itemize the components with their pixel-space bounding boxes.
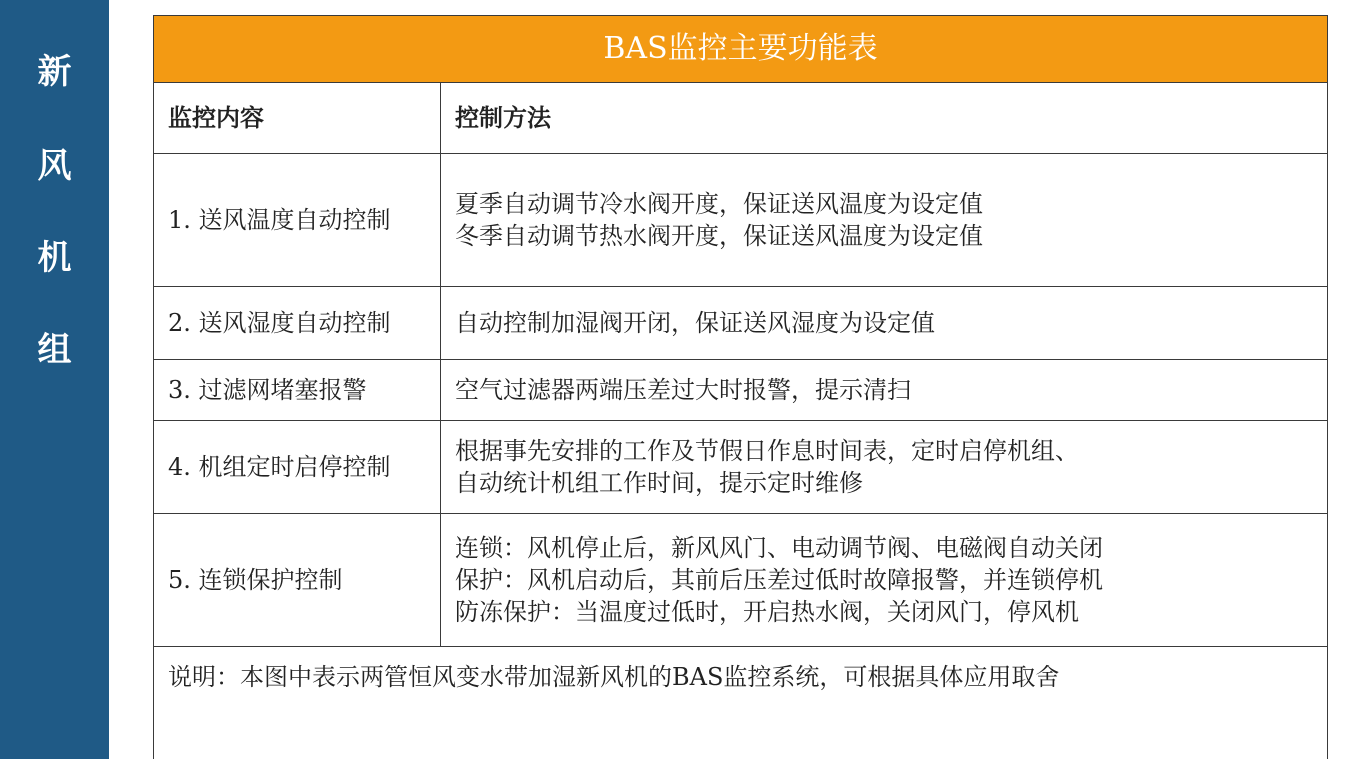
method-line: 冬季自动调节热水阀开度，保证送风温度为设定值 bbox=[455, 222, 983, 250]
method-line: 防冻保护：当温度过低时，开启热水阀，关闭风门，停风机 bbox=[455, 598, 1079, 626]
row-method bbox=[441, 421, 1328, 514]
method-line: 自动控制加湿阀开闭，保证送风湿度为设定值 bbox=[455, 309, 935, 337]
table-row bbox=[154, 514, 1328, 647]
method-line: 连锁：风机停止后，新风风门、电动调节阀、电磁阀自动关闭 bbox=[455, 534, 1103, 562]
table-title-row bbox=[154, 16, 1328, 83]
header-control-method: 控制方法 bbox=[441, 83, 1328, 154]
header-monitor-content: 监控内容 bbox=[154, 83, 441, 154]
row-item: 1. 送风温度自动控制 bbox=[154, 154, 441, 287]
method-line: 自动统计机组工作时间，提示定时维修 bbox=[455, 469, 863, 497]
sidebar bbox=[0, 0, 109, 759]
table-row bbox=[154, 154, 1328, 287]
row-method bbox=[441, 154, 1328, 287]
table-row bbox=[154, 360, 1328, 421]
function-table bbox=[153, 15, 1328, 759]
row-item: 5. 连锁保护控制 bbox=[154, 514, 441, 647]
row-method bbox=[441, 514, 1328, 647]
row-item: 4. 机组定时启停控制 bbox=[154, 421, 441, 514]
function-table-container bbox=[153, 15, 1328, 759]
table-note: 说明：本图中表示两管恒风变水带加湿新风机的BAS监控系统，可根据具体应用取舍 bbox=[154, 647, 1328, 759]
row-method bbox=[441, 287, 1328, 360]
row-method bbox=[441, 360, 1328, 421]
sidebar-title-char: 机 bbox=[37, 238, 72, 278]
table-header-row bbox=[154, 83, 1328, 154]
method-line: 夏季自动调节冷水阀开度，保证送风温度为设定值 bbox=[455, 190, 983, 218]
sidebar-title-char: 风 bbox=[37, 146, 72, 186]
table-row bbox=[154, 421, 1328, 514]
sidebar-title-char: 组 bbox=[37, 330, 72, 370]
table-note-row bbox=[154, 647, 1328, 759]
row-item: 2. 送风湿度自动控制 bbox=[154, 287, 441, 360]
table-title: BAS监控主要功能表 bbox=[154, 16, 1328, 83]
method-line: 根据事先安排的工作及节假日作息时间表，定时启停机组、 bbox=[455, 437, 1079, 465]
table-row bbox=[154, 287, 1328, 360]
sidebar-title-char: 新 bbox=[37, 52, 72, 92]
row-item: 3. 过滤网堵塞报警 bbox=[154, 360, 441, 421]
method-line: 保护：风机启动后，其前后压差过低时故障报警，并连锁停机 bbox=[455, 566, 1103, 594]
method-line: 空气过滤器两端压差过大时报警，提示清扫 bbox=[455, 376, 911, 404]
